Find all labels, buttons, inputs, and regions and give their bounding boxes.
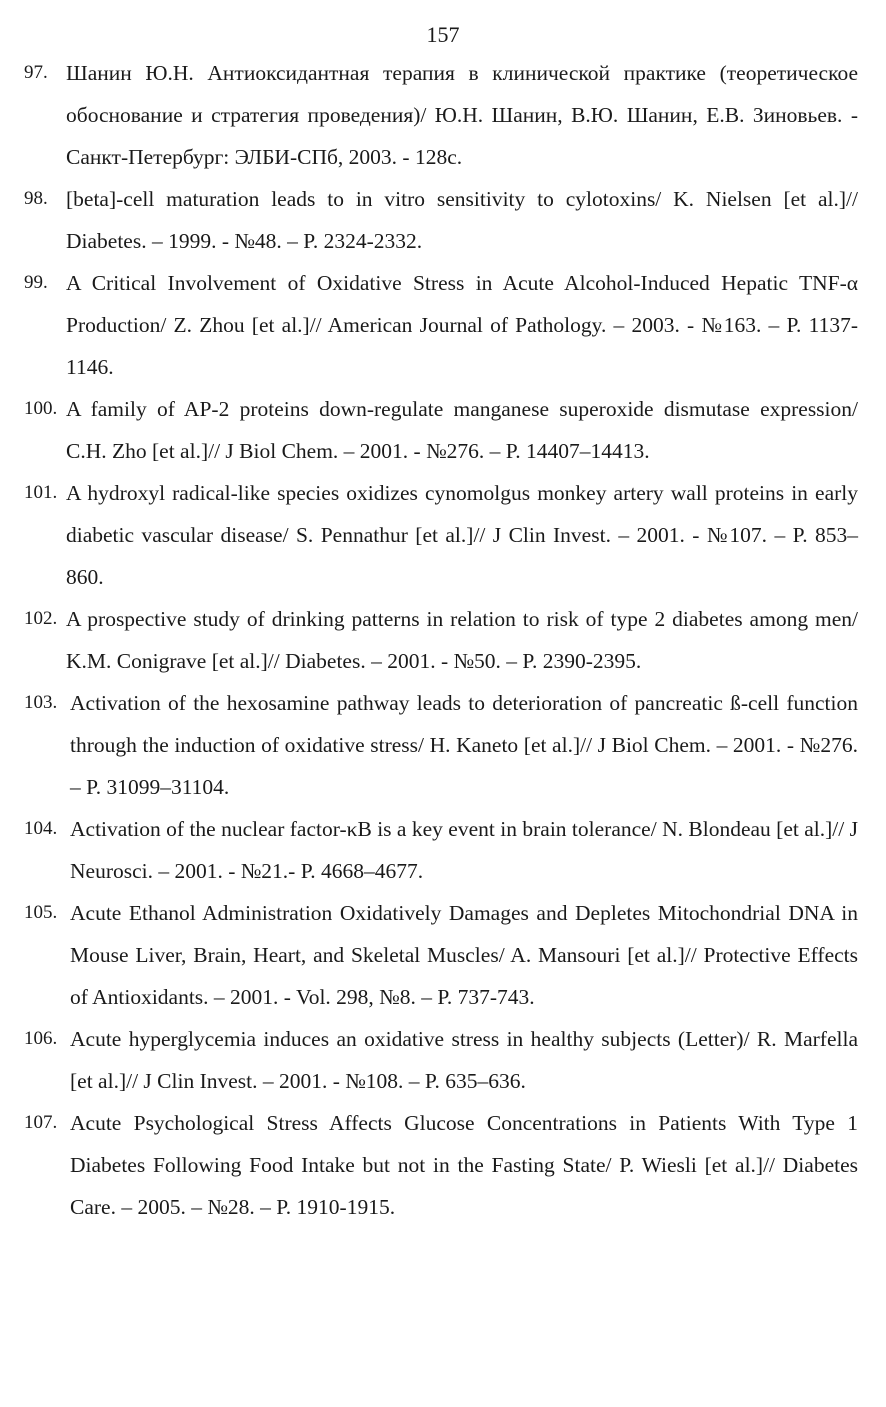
reference-text: [beta]-cell maturation leads to in vitro sensitivity to cylotoxins/ K. Nielsen [et al.]// Diabetes. – 1999. - №48. – P. 2324-2332. bbox=[66, 187, 858, 253]
reference-item bbox=[0, 472, 886, 598]
reference-number: 107. bbox=[24, 1112, 58, 1133]
reference-number: 101. bbox=[24, 482, 58, 503]
reference-text: Acute Psychological Stress Affects Glucose Concentrations in Patients With Type 1 Diabetes Following Food Intake but not in the Fasting State/ P. Wiesli [et al.]// Diabetes Care. – 2005. – №28. – P. 1910-1915. bbox=[70, 1111, 858, 1219]
reference-item bbox=[0, 598, 886, 682]
reference-item bbox=[0, 388, 886, 472]
reference-text: Activation of the hexosamine pathway leads to deterioration of pancreatic ß-cell function through the induction of oxidative stress/ H. Kaneto [et al.]// J Biol Chem. – 2001. - №276. – P. 31099–31104. bbox=[70, 691, 858, 799]
reference-text: A hydroxyl radical-like species oxidizes cynomolgus monkey artery wall proteins in early diabetic vascular disease/ S. Pennathur [et al.]// J Clin Invest. – 2001. - №107. – P. 853–860. bbox=[66, 481, 858, 589]
reference-text: Activation of the nuclear factor-κB is a key event in brain tolerance/ N. Blondeau [et al.]// J Neurosci. – 2001. - №21.- P. 4668–4677. bbox=[70, 817, 858, 883]
reference-item bbox=[0, 1018, 886, 1102]
page-number: 157 bbox=[426, 22, 460, 47]
reference-text: Шанин Ю.Н. Антиоксидантная терапия в клинической практике (теоретическое обоснование и стратегия проведения)/ Ю.Н. Шанин, В.Ю. Шанин, Е.В. Зиновьев. - Санкт-Петербург: ЭЛБИ-СПб, 2003. - 128с. bbox=[66, 61, 858, 169]
reference-item bbox=[0, 262, 886, 388]
reference-number: 97. bbox=[24, 62, 48, 83]
reference-number: 98. bbox=[24, 188, 48, 209]
reference-item bbox=[0, 1102, 886, 1228]
reference-number: 100. bbox=[24, 398, 58, 419]
reference-number: 104. bbox=[24, 818, 58, 839]
reference-text: A prospective study of drinking patterns in relation to risk of type 2 diabetes among men/ K.M. Conigrave [et al.]// Diabetes. – 2001. - №50. – P. 2390-2395. bbox=[66, 607, 858, 673]
reference-text: A family of AP-2 proteins down-regulate manganese superoxide dismutase expression/ C.H. Zho [et al.]// J Biol Chem. – 2001. - №276. – P. 14407–14413. bbox=[66, 397, 858, 463]
reference-number: 105. bbox=[24, 902, 58, 923]
reference-number: 102. bbox=[24, 608, 58, 629]
reference-text: Acute hyperglycemia induces an oxidative stress in healthy subjects (Letter)/ R. Marfella [et al.]// J Clin Invest. – 2001. - №108. – P. 635–636. bbox=[70, 1027, 858, 1093]
reference-item bbox=[0, 52, 886, 178]
reference-item bbox=[0, 808, 886, 892]
reference-item bbox=[0, 682, 886, 808]
reference-number: 106. bbox=[24, 1028, 58, 1049]
reference-number: 99. bbox=[24, 272, 48, 293]
reference-text: Acute Ethanol Administration Oxidatively Damages and Depletes Mitochondrial DNA in Mouse Liver, Brain, Heart, and Skeletal Muscles/ A. Mansouri [et al.]// Protective Effects of Antioxidants. – 2001. - Vol. 298, №8. – P. 737-743. bbox=[70, 901, 858, 1009]
reference-item bbox=[0, 892, 886, 1018]
reference-item bbox=[0, 178, 886, 262]
reference-list bbox=[0, 52, 886, 1228]
reference-number: 103. bbox=[24, 692, 58, 713]
reference-text: A Critical Involvement of Oxidative Stress in Acute Alcohol-Induced Hepatic TNF-α Production/ Z. Zhou [et al.]// American Journal of Pathology. – 2003. - №163. – P. 1137-1146. bbox=[66, 271, 858, 379]
